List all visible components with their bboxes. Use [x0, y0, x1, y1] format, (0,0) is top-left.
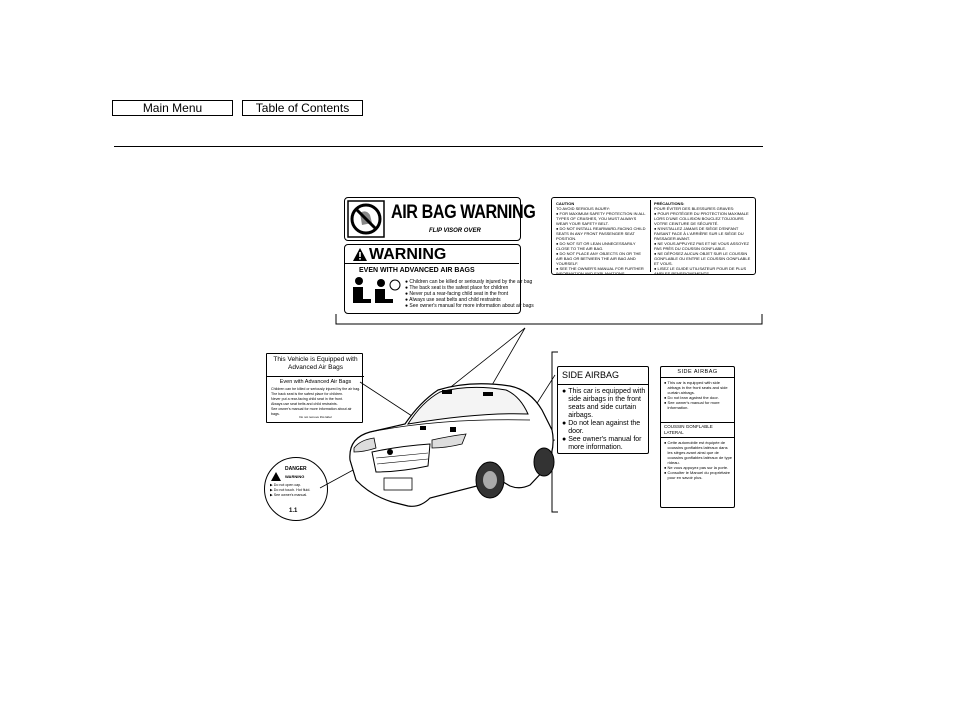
side-airbag-label: [557, 366, 649, 454]
side-small-bullet-2: ● Do not lean against the door.: [664, 395, 719, 400]
side-small-fr-bullet-1: ● Cette automobile est équipée de coussins gonflables latéraux dans les sièges avant ainsi que de coussins gonflables latéraux de type rideau.: [664, 440, 733, 465]
side-bullet-3: ● See owner's manual for more information.: [562, 436, 642, 451]
danger-code: 1.1: [289, 508, 298, 514]
warning-bullet-3: ● Never put a rear-facing child seat in the front: [405, 291, 509, 297]
visor-label-title: AIR BAG WARNING: [391, 202, 536, 223]
precautions-text: POUR ÉVITER DES BLESSURES GRAVES: ● POUR PROTÉGER DU PROTECTION MAXIMALE LORS D'UNE COLLISION BOUCLEZ TOUJOURS VOTRE CEINTURE DE SÉCURITÉ. ● N'INSTALLEZ JAMAIS DE SIÈGE D'ENFANT FAISANT FACE À L'ARRIÈRE SUR LE SIÈGE DU PASSAGER AVANT. ● NE VOUS APPUYEZ PAS ET NE VOUS ASSOYEZ PAS PRÈS DU COUSSIN GONFLABLE. ● NE DÉPOSEZ AUCUN OBJET SUR LE COUSSIN GONFLABLE OU ENTRE LE COUSSIN GONFLABLE ET VOUS. ● LISEZ LE GUIDE UTILISATEUR POUR DE PLUS AMPLES RENSEIGNEMENTS.: [654, 206, 751, 276]
advanced-airbag-warning-label: [344, 244, 534, 314]
danger-heading: DANGER: [285, 466, 307, 472]
danger-triangle-icon: [271, 472, 281, 481]
advanced-footer: Do not remove this label: [299, 415, 332, 419]
equipped-line-2: Advanced Air Bags: [288, 364, 343, 371]
danger-lines: ▶ Do not open cap. ▶ Do not touch. Hot fluid. ▶ See owner's manual.: [270, 483, 311, 497]
warning-bullet-4: ● Always use seat belts and child restraints: [405, 297, 501, 303]
warning-bullet-1: ● Children can be killed or seriously injured by the air bag: [405, 279, 533, 285]
advanced-heading: Even with Advanced Air Bags: [279, 379, 352, 385]
side-airbag-bilingual-label: [660, 366, 735, 508]
side-small-fr-bullet-3: ● Consulter le Manuel du propriétaire pour en savoir plus.: [664, 470, 731, 480]
table-of-contents-button[interactable]: Table of Contents: [242, 100, 363, 116]
side-small-title: SIDE AIRBAG: [677, 369, 718, 375]
equipped-line-1: This Vehicle is Equipped with: [273, 356, 358, 363]
danger-warning-cap-label: [264, 457, 328, 521]
vehicle-illustration: [320, 320, 560, 520]
warning-bullet-5: ● See owner's manual for more information about air bags: [405, 303, 534, 309]
no-child-seat-icon: [348, 201, 384, 237]
caution-precautions-label: [551, 197, 756, 275]
side-small-bullet-3: ● See owner's manual for more information.: [664, 400, 720, 410]
precautions-heading: PRÉCAUTIONS:: [654, 201, 685, 206]
caution-text: TO AVOID SERIOUS INJURY: ● FOR MAXIMUM SAFETY PROTECTION IN ALL TYPES OF CRASHES, YOU MUST ALWAYS WEAR YOUR SAFETY BELT. ● DO NOT INSTALL REARWARD-FACING CHILD SEATS IN ANY FRONT PASSENGER SEAT POSITION. ● DO NOT SIT OR LEAN UNNECESSARILY CLOSE TO THE AIR BAG. ● DO NOT PLACE ANY OBJECTS ON OR THE AIR BAG OR BETWEEN THE AIR BAG AND YOURSELF. ● SEE THE OWNER'S MANUAL FOR FURTHER INFORMATION AND EXPLANATIONS.: [556, 206, 646, 276]
side-small-bullet-1: ● This car is equipped with side airbags in the front seats and side curtain airbags.: [664, 380, 728, 395]
warning-label-title: WARNING: [369, 246, 447, 263]
side-bullet-1: ● This car is equipped with side airbags in the front seats and side curtain airbags.: [562, 388, 646, 419]
side-bullet-2: ● Do not lean against the door.: [562, 420, 641, 435]
header-divider: [114, 146, 763, 147]
danger-subheading: WARNING: [285, 474, 305, 479]
advanced-lines: Children can be killed or seriously injured by the air bag. The back seat is the safest place for children. Never put a rear-facing child seat in the front. Always use seat belts and child restraints. See owner's manual for more information about air bags.: [271, 387, 361, 416]
side-small-fr-title: COUSSIN GONFLABLE LATERAL: [664, 424, 713, 435]
warning-triangle-icon: [353, 248, 367, 261]
visor-label-subtitle: FLIP VISOR OVER: [429, 228, 481, 234]
visor-warning-label: [344, 197, 536, 241]
caution-heading: CAUTION: [556, 201, 575, 206]
seated-children-pictogram: [349, 275, 401, 311]
warning-bullet-2: ● The back seat is the safest place for children: [405, 285, 509, 291]
side-small-fr-bullet-2: ● Ne vous appuyez pas sur la porte.: [664, 465, 729, 470]
warning-label-heading: EVEN WITH ADVANCED AIR BAGS: [359, 267, 475, 274]
side-airbag-title: SIDE AIRBAG: [562, 370, 620, 380]
main-menu-button[interactable]: Main Menu: [112, 100, 233, 116]
